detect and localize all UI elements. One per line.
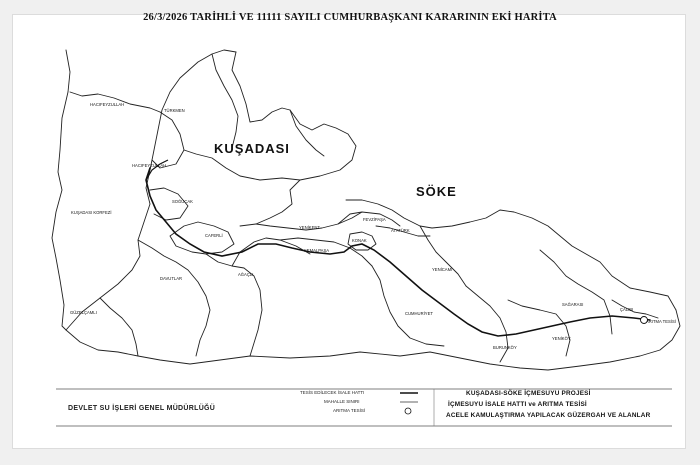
coastline: [52, 50, 236, 330]
place-label-hacifeyzullah-2: HACIFEYZULLAH: [132, 163, 167, 168]
border-turkmen: [152, 112, 184, 168]
legend-boundary-label: MAHALLE SINIRI: [324, 399, 360, 404]
place-label-yenicami: YENİCAMİ: [432, 267, 453, 272]
border-guzelcamli: [100, 298, 138, 356]
place-label-aritma-tesisi: ARITMA TESİSİ: [646, 319, 676, 324]
place-label-konak: KONAK: [352, 238, 367, 243]
legend-plant-symbol: [405, 408, 411, 414]
border-north-1: [212, 54, 238, 148]
place-label-cumhuriyet: CUMHURİYET: [405, 311, 433, 316]
place-label-calibi: ÇALIBI: [620, 307, 634, 312]
project-title-line-2: İÇMESUYU İSALE HATTI ve ARITMA TESİSİ: [448, 401, 587, 408]
place-label-sagarasi: SAĞARASI: [562, 302, 584, 307]
project-title-line-1: KUŞADASI-SÖKE İÇMESUYU PROJESİ: [466, 390, 591, 397]
place-label-yenikoy: YENİKÖY: [552, 336, 571, 341]
place-label-caferli: CAFERLİ: [205, 233, 223, 238]
project-title-line-3: ACELE KAMULAŞTIRMA YAPILACAK GÜZERGAH VE ALANLAR: [446, 412, 651, 419]
place-label-fevzipasa: FEVZİPAŞA: [363, 217, 386, 222]
legend-plant-label: ARITMA TESİSİ: [333, 408, 366, 413]
place-label-turkmen: TÜRKMEN: [164, 108, 185, 113]
border-davutlar: [138, 240, 210, 356]
place-label-ataturk: ATATÜRK: [391, 228, 410, 233]
border-yenicami: [420, 226, 466, 286]
region-label-kusadasi: KUŞADASI: [214, 141, 290, 156]
map-title: 26/3/2026 TARİHLİ VE 11111 SAYILI CUMHURBAŞKANI KARARININ EKİ HARİTA: [143, 12, 557, 23]
place-label-soguccak: SOĞUCAK: [172, 199, 193, 204]
border-calibi: [612, 300, 658, 318]
place-label-hacifeyzullah: HACIFEYZULLAH: [90, 102, 125, 107]
border-yenikoy: [508, 300, 570, 356]
border-soguccak: [150, 188, 188, 220]
region-label-soke: SÖKE: [416, 184, 457, 199]
place-label-kemalpasa: KEMALPAŞA: [304, 248, 330, 253]
border-caferli: [170, 222, 234, 254]
place-label-yenikent: YENİKENT: [299, 225, 320, 230]
border-burunkoy: [466, 286, 508, 362]
place-label-agacli: AĞAÇLI: [238, 272, 254, 277]
east-boundary: [346, 200, 676, 310]
legend-line-label: TESİS EDİLECEK İSALE HATTI: [300, 390, 365, 395]
place-label-guzelcamli: GÜZELÇAMLI: [70, 310, 97, 315]
border-agacli: [206, 254, 262, 356]
place-label-davutlar: DAVUTLAR: [160, 276, 183, 281]
place-label-burunkoy: BURUNKÖY: [493, 345, 517, 350]
place-label-kusadasi-korfezi: KUŞADASI KORFEZİ: [71, 210, 112, 215]
north-boundary: [232, 52, 356, 226]
agency-name: DEVLET SU İŞLERİ GENEL MÜDÜRLÜĞÜ: [68, 405, 216, 412]
